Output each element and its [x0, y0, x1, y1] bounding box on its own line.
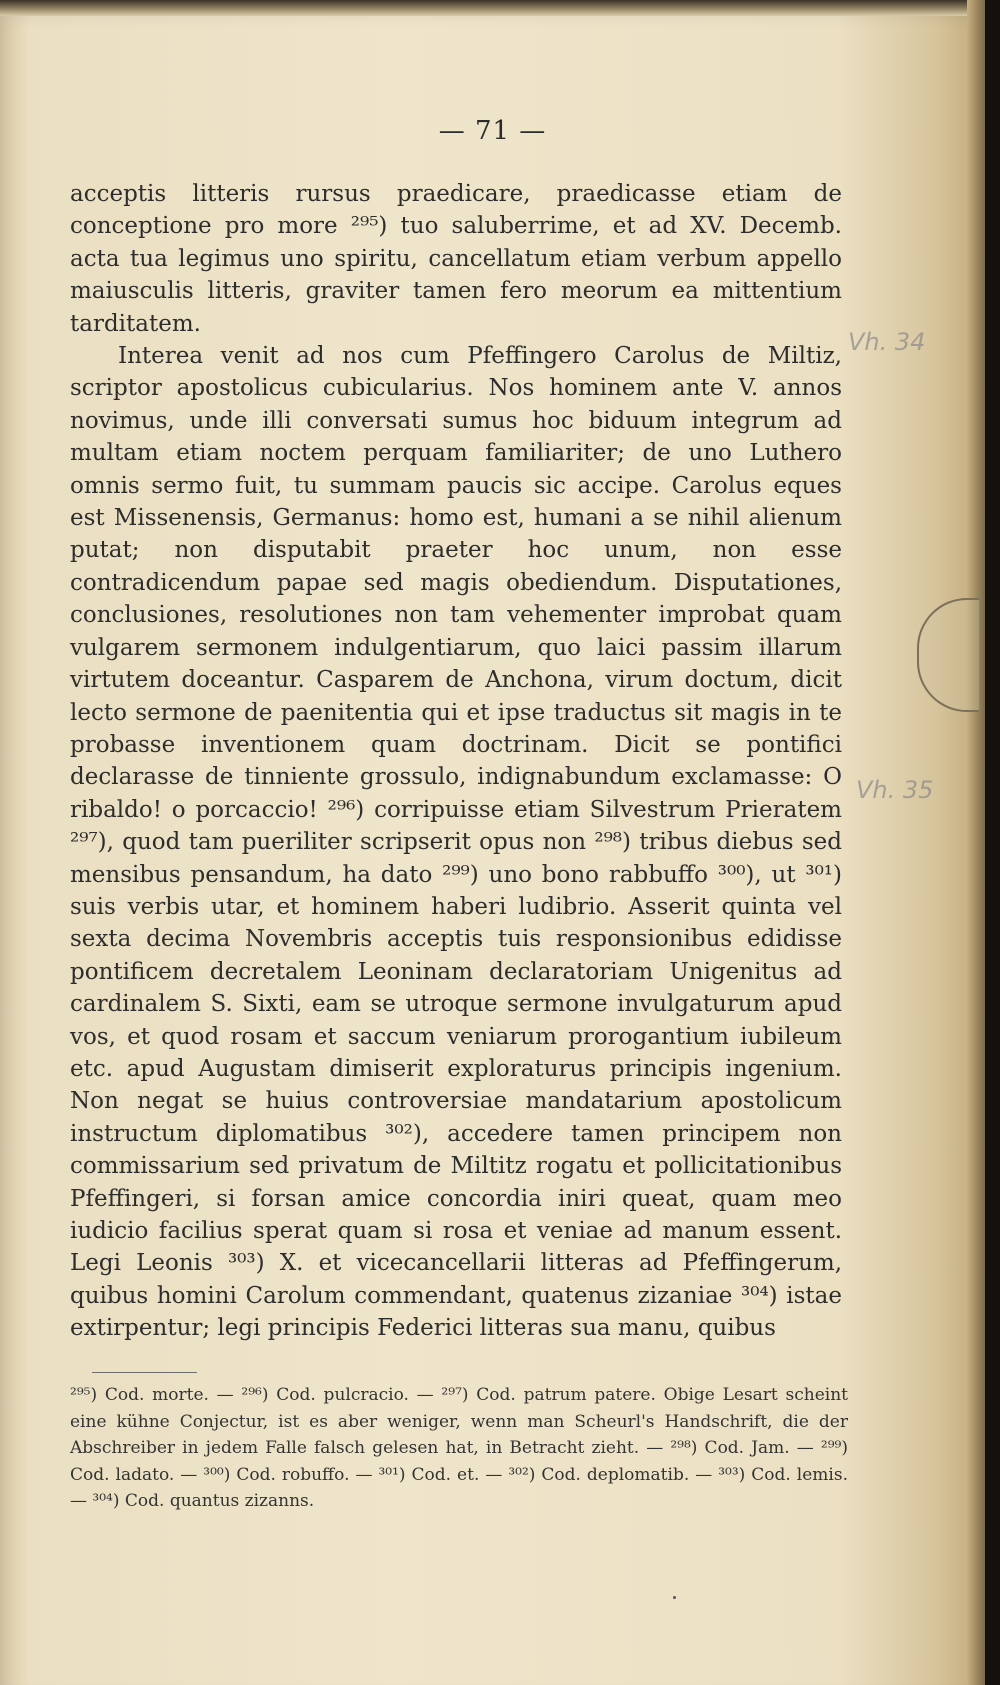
- paper-speck: [673, 1596, 676, 1599]
- margin-note-2: Vh. 35: [856, 776, 934, 804]
- footnote-rule: [92, 1372, 197, 1373]
- body-text: [70, 178, 842, 1345]
- margin-note-1: Vh. 34: [848, 328, 926, 356]
- page-top-edge: [0, 0, 985, 16]
- paragraph-2: Interea venit ad nos cum Pfeffingero Carolus de Miltiz, scriptor apostolicus cubicularius. Nos hominem ante V. annos novimus, unde illi conversati sumus hoc biduum integrum ad multam etiam noctem perquam familiariter; de uno Luthero omnis sermo fuit, tu summam paucis sic accipe. Carolus eques est Missenensis, Germanus: homo est, humani a se nihil alienum putat; non disputabit praeter hoc unum, non esse contradicendum papae sed magis obediendum. Disputationes, conclusiones, resolutiones non tam vehementer improbat quam vulgarem sermonem indulgentiarum, quo laici passim illarum virtutem doceantur. Casparem de Anchona, virum doctum, dicit lecto sermone de paenitentia qui et ipse traductus sit magis in te probasse inventionem quam doctrinam. Dicit se pontifici declarasse de tinniente grossulo, indignabundum exclamasse: O ribaldo! o porcaccio! ²⁹⁶) corripuisse etiam Silvestrum Prieratem ²⁹⁷), quod tam pueriliter scripserit opus non ²⁹⁸) tribus diebus sed mensibus pensandum, ha dato ²⁹⁹) uno bono rabbuffo ³⁰⁰), ut ³⁰¹) suis verbis utar, et hominem haberi ludibrio. Asserit quinta vel sexta decima Novembris acceptis tuis responsionibus edidisse pontificem decretalem Leoninam declaratoriam Unigenitus ad cardinalem S. Sixti, eam se utroque sermone invulgaturum apud vos, et quod rosam et saccum veniarum prorogantium iubileum etc. apud Augustam dimiserit exploraturus principis ingenium. Non negat se huius controversiae mandatarium apostolicum instructum diplomatibus ³⁰²), accedere tamen principem non commissarium sed privatum de Miltitz rogatu et pollicitationibus Pfeffingeri, si forsan amice concordia iniri queat, quam meo iudicio facilius sperat quam si rosa et veniae ad manum essent. Legi Leonis ³⁰³) X. et vicecancellarii litteras ad Pfeffingerum, quibus homini Carolum commendant, quatenus zizaniae ³⁰⁴) istae extirpentur; legi principis Federici litteras sua manu, quibus: [70, 343, 842, 1342]
- page-tab-shadow: [917, 598, 979, 712]
- footnote-block: ²⁹⁵) Cod. morte. — ²⁹⁶) Cod. pulcracio. — ²⁹⁷) Cod. patrum patere. Obige Lesart scheint eine kühne Conjectur, ist es aber weniger, wenn man Scheurl's Handschrift, die der Abschreiber in jedem Falle falsch gelesen hat, in Betracht zieht. — ²⁹⁸) Cod. Jam. — ²⁹⁹) Cod. ladato. — ³⁰⁰) Cod. robuffo. — ³⁰¹) Cod. et. — ³⁰²) Cod. deplomatib. — ³⁰³) Cod. lemis. — ³⁰⁴) Cod. quantus zizanns.: [70, 1385, 848, 1511]
- paragraph-1: acceptis litteris rursus praedicare, praedicasse etiam de conceptione pro more ²⁹⁵) tuo saluberrime, et ad XV. Decemb. acta tua legimus uno spiritu, cancellatum etiam verbum appello maiusculis litteris, graviter tamen fero meorum ea mittentium tarditatem.: [70, 181, 842, 337]
- page-number: — 71 —: [438, 116, 547, 146]
- footnotes: [70, 1382, 848, 1515]
- page-edge: [967, 0, 985, 1685]
